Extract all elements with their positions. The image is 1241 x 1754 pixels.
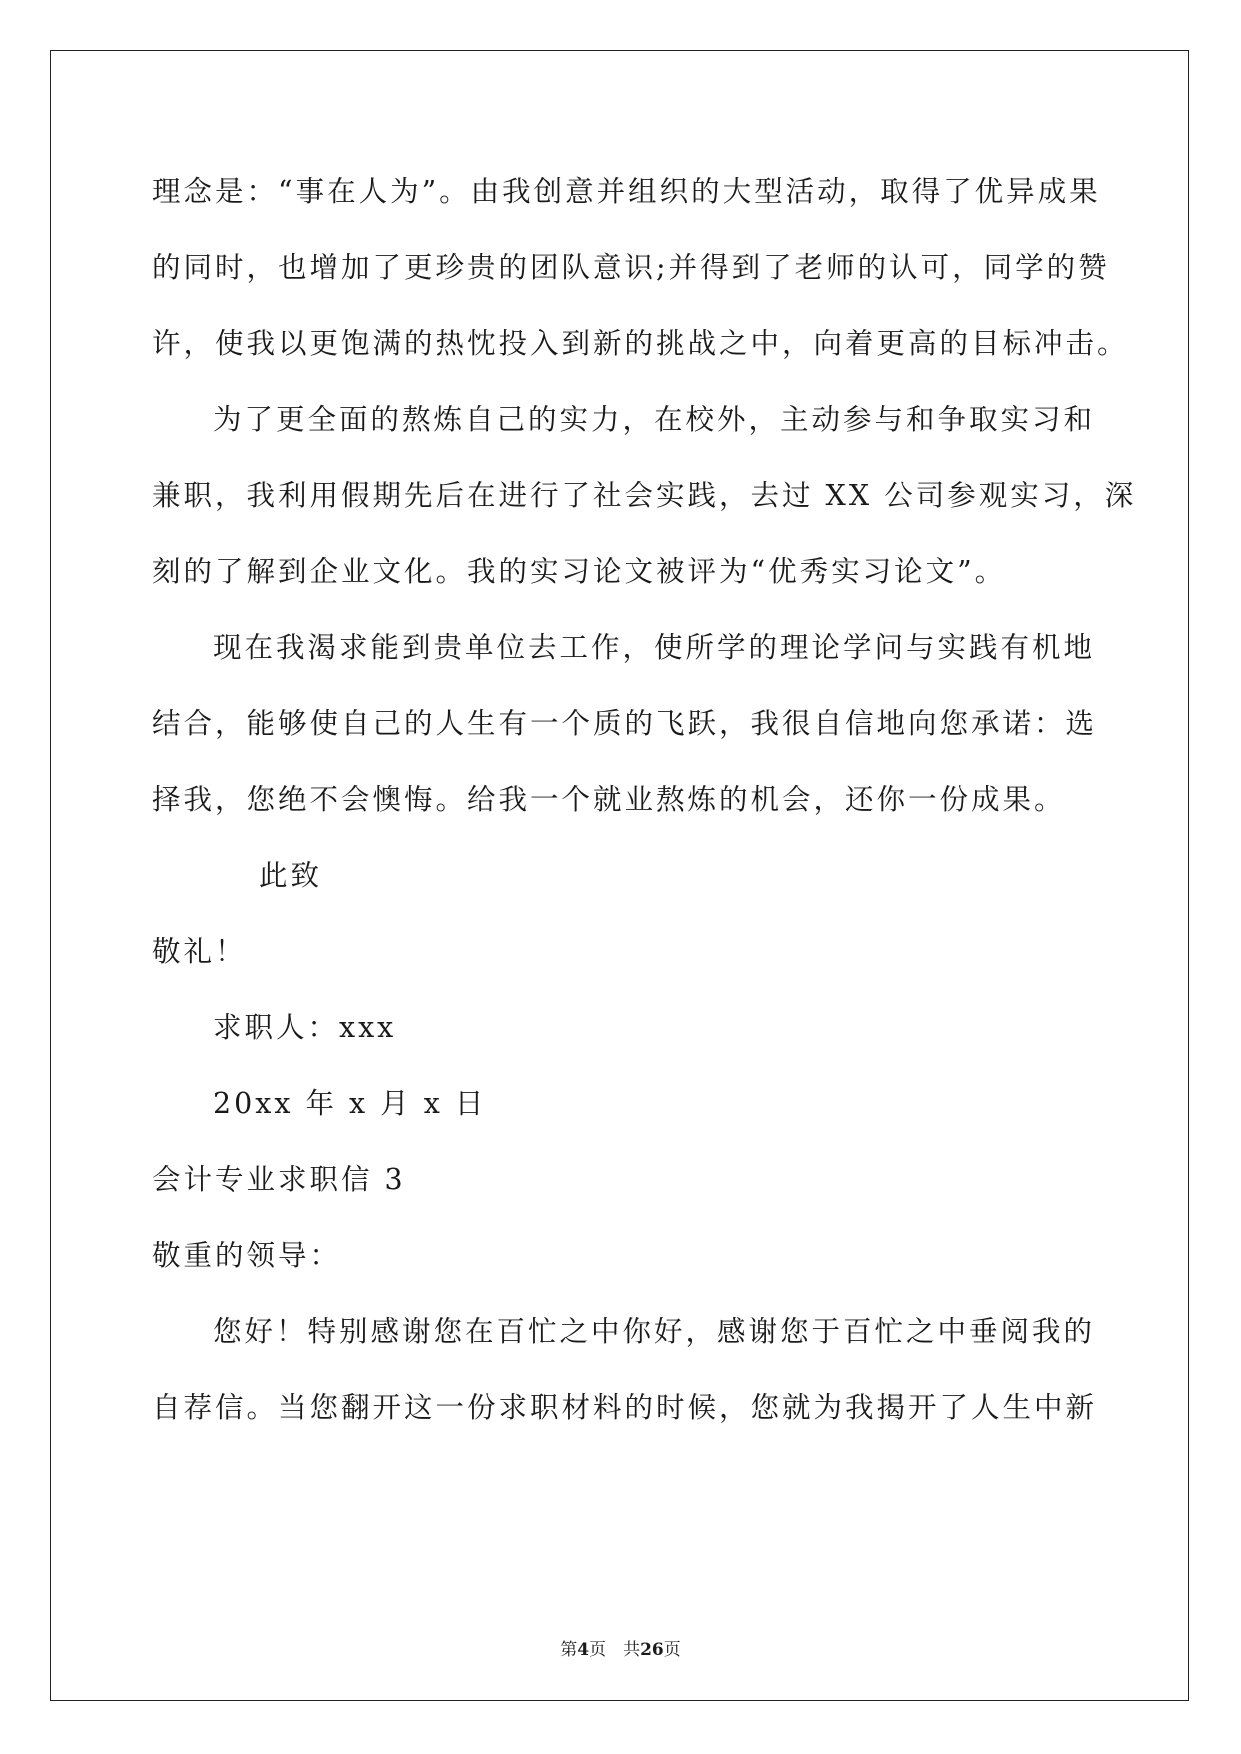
footer-page-number: 4 xyxy=(577,1640,590,1660)
text-line: 的同时，也增加了更珍贵的团队意识;并得到了老师的认可，同学的赞 xyxy=(152,251,1110,284)
footer-prefix: 第 xyxy=(560,1640,578,1660)
text-line: 您好！特别感谢您在百忙之中你好，感谢您于百忙之中垂阅我的 xyxy=(213,1315,1096,1348)
footer-suffix: 页 xyxy=(663,1640,681,1660)
greeting: 敬重的领导： xyxy=(152,1239,342,1272)
closing-salutation: 此致 xyxy=(259,859,323,892)
date-line: 20xx 年 x 月 x 日 xyxy=(213,1087,487,1120)
footer-mid: 页 共 xyxy=(589,1640,641,1660)
closing-regards: 敬礼！ xyxy=(152,935,247,968)
text-line: 现在我渴求能到贵单位去工作，使所学的理论学问与实践有机地 xyxy=(213,631,1096,664)
text-line: 结合，能够使自己的人生有一个质的飞跃，我很自信地向您承诺：选 xyxy=(152,707,1098,740)
section-title: 会计专业求职信 3 xyxy=(152,1163,406,1196)
text-line: 为了更全面的熬炼自己的实力，在校外，主动参与和争取实习和 xyxy=(213,403,1096,436)
signature-line: 求职人：xxx xyxy=(213,1011,397,1044)
page-footer xyxy=(0,1635,1241,1660)
text-line: 兼职，我利用假期先后在进行了社会实践，去过 XX 公司参观实习，深 xyxy=(152,479,1137,512)
page-border xyxy=(50,50,1189,1701)
text-line: 刻的了解到企业文化。我的实习论文被评为“优秀实习论文”。 xyxy=(152,555,1007,588)
text-line: 自荐信。当您翻开这一份求职材料的时候，您就为我揭开了人生中新 xyxy=(152,1391,1098,1424)
footer-total-pages: 26 xyxy=(640,1640,664,1660)
text-line: 理念是：“事在人为”。由我创意并组织的大型活动，取得了优异成果 xyxy=(152,175,1101,208)
text-line: 择我，您绝不会懊悔。给我一个就业熬炼的机会，还你一份成果。 xyxy=(152,783,1066,816)
text-line: 许，使我以更饱满的热忱投入到新的挑战之中，向着更高的目标冲击。 xyxy=(152,327,1129,360)
